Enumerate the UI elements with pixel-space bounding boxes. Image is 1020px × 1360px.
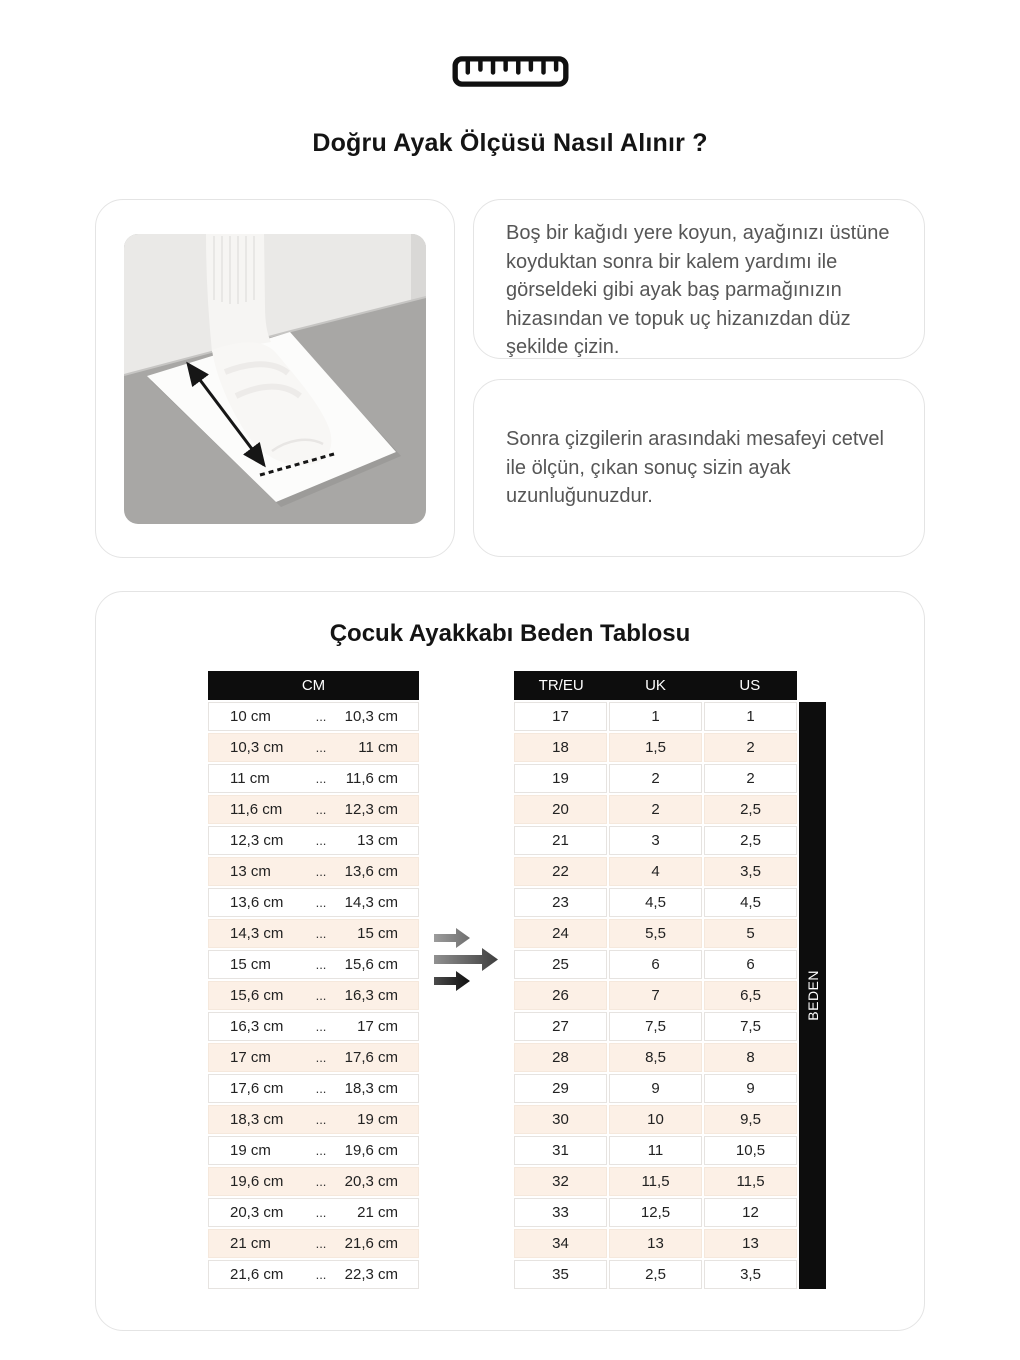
- uk-size-cell: 7,5: [609, 1012, 702, 1041]
- tr-eu-size-cell: 30: [514, 1105, 607, 1134]
- cm-from-value: 12,3 cm: [230, 832, 284, 849]
- tr-eu-size-cell: 25: [514, 950, 607, 979]
- cm-from-value: 17,6 cm: [230, 1080, 284, 1097]
- us-size-cell: 2: [704, 733, 797, 762]
- tr-eu-size-cell: 33: [514, 1198, 607, 1227]
- uk-size-cell: 6: [609, 950, 702, 979]
- uk-size-cell: 8,5: [609, 1043, 702, 1072]
- cm-table-header: [208, 671, 419, 700]
- tr-eu-size-cell: 23: [514, 888, 607, 917]
- uk-size-cell: 9: [609, 1074, 702, 1103]
- col-header-tr-eu: TR/EU: [538, 677, 584, 694]
- cm-from-value: 11,6 cm: [230, 801, 283, 818]
- foot-on-paper-photo: [124, 234, 426, 524]
- size-conversion-area: [514, 671, 826, 1289]
- cm-to-value: 14,3 cm: [344, 894, 398, 911]
- uk-size-cell: 7: [609, 981, 702, 1010]
- uk-size-cell: 11,5: [609, 1167, 702, 1196]
- us-size-cell: 7,5: [704, 1012, 797, 1041]
- range-separator: ...: [315, 895, 327, 910]
- range-separator: ...: [315, 1205, 327, 1220]
- cm-to-value: 11 cm: [358, 739, 398, 756]
- cm-from-value: 10,3 cm: [230, 739, 284, 756]
- size-conversion-table: [514, 671, 797, 1289]
- cm-range-row: [208, 795, 419, 824]
- instructions-section: [95, 199, 925, 558]
- cm-to-value: 18,3 cm: [344, 1080, 398, 1097]
- uk-size-cell: 10: [609, 1105, 702, 1134]
- cm-to-value: 16,3 cm: [344, 987, 398, 1004]
- cm-from-value: 17 cm: [230, 1049, 271, 1066]
- instruction-card-1: [473, 199, 925, 359]
- tr-eu-size-cell: 24: [514, 919, 607, 948]
- range-separator: ...: [315, 957, 327, 972]
- cm-from-value: 10 cm: [230, 708, 271, 725]
- uk-size-cell: 2: [609, 795, 702, 824]
- range-separator: ...: [315, 1174, 327, 1189]
- cm-range-row: [208, 919, 419, 948]
- cm-range-row: [208, 1229, 419, 1258]
- us-size-cell: 6,5: [704, 981, 797, 1010]
- cm-to-value: 10,3 cm: [344, 708, 398, 725]
- uk-size-cell: 1,5: [609, 733, 702, 762]
- us-size-cell: 9: [704, 1074, 797, 1103]
- us-size-cell: 2,5: [704, 795, 797, 824]
- range-separator: ...: [315, 1267, 327, 1282]
- tr-eu-size-cell: 17: [514, 702, 607, 731]
- cm-range-row: [208, 1012, 419, 1041]
- cm-range-row: [208, 1136, 419, 1165]
- us-size-cell: 10,5: [704, 1136, 797, 1165]
- cm-from-value: 20,3 cm: [230, 1204, 284, 1221]
- cm-range-row: [208, 733, 419, 762]
- size-tables: [96, 671, 924, 1289]
- uk-size-cell: 1: [609, 702, 702, 731]
- tr-eu-size-cell: 19: [514, 764, 607, 793]
- instruction-steps: [473, 199, 925, 558]
- uk-size-cell: 4: [609, 857, 702, 886]
- range-separator: ...: [315, 1236, 327, 1251]
- cm-range-row: [208, 1167, 419, 1196]
- beden-label: BEDEN: [804, 970, 821, 1021]
- us-size-cell: 11,5: [704, 1167, 797, 1196]
- cm-from-value: 13,6 cm: [230, 894, 284, 911]
- col-header-uk: UK: [645, 677, 666, 694]
- tr-eu-size-cell: 31: [514, 1136, 607, 1165]
- range-separator: ...: [315, 709, 327, 724]
- instruction-card-2: [473, 379, 925, 557]
- cm-to-value: 19 cm: [357, 1111, 398, 1128]
- uk-size-cell: 2,5: [609, 1260, 702, 1289]
- cm-from-value: 21 cm: [230, 1235, 271, 1252]
- uk-size-cell: 2: [609, 764, 702, 793]
- uk-size-cell: 4,5: [609, 888, 702, 917]
- cm-range-row: [208, 702, 419, 731]
- cm-from-value: 11 cm: [230, 770, 270, 787]
- us-size-cell: 8: [704, 1043, 797, 1072]
- cm-from-value: 18,3 cm: [230, 1111, 284, 1128]
- cm-from-value: 16,3 cm: [230, 1018, 284, 1035]
- cm-range-row: [208, 1074, 419, 1103]
- uk-size-cell: 5,5: [609, 919, 702, 948]
- cm-range-row: [208, 950, 419, 979]
- cm-to-value: 15 cm: [357, 925, 398, 942]
- page-title: Doğru Ayak Ölçüsü Nasıl Alınır ?: [312, 129, 708, 157]
- cm-range-row: [208, 764, 419, 793]
- cm-range-row: [208, 1198, 419, 1227]
- range-separator: ...: [315, 926, 327, 941]
- cm-to-value: 20,3 cm: [344, 1173, 398, 1190]
- cm-to-value: 13 cm: [357, 832, 398, 849]
- us-size-cell: 1: [704, 702, 797, 731]
- range-separator: ...: [315, 1019, 327, 1034]
- tr-eu-size-cell: 34: [514, 1229, 607, 1258]
- cm-to-value: 13,6 cm: [344, 863, 398, 880]
- tr-eu-size-cell: 20: [514, 795, 607, 824]
- cm-range-row: [208, 857, 419, 886]
- us-size-cell: 3,5: [704, 857, 797, 886]
- range-separator: ...: [315, 1112, 327, 1127]
- cm-range-row: [208, 1105, 419, 1134]
- cm-range-row: [208, 1260, 419, 1289]
- us-size-cell: 2,5: [704, 826, 797, 855]
- cm-range-row: [208, 981, 419, 1010]
- cm-to-value: 17 cm: [357, 1018, 398, 1035]
- cm-range-table: [208, 671, 419, 1289]
- beden-side-bar: [799, 702, 826, 1289]
- tr-eu-size-cell: 26: [514, 981, 607, 1010]
- photo-wall-corner: [411, 234, 426, 301]
- size-table-title: Çocuk Ayakkabı Beden Tablosu: [329, 620, 691, 647]
- tr-eu-size-cell: 32: [514, 1167, 607, 1196]
- cm-range-row: [208, 1043, 419, 1072]
- range-separator: ...: [315, 740, 327, 755]
- foot-photo-card: [95, 199, 455, 558]
- mapping-arrows-icon: [419, 924, 514, 992]
- size-table-card: [95, 591, 925, 1331]
- cm-to-value: 21,6 cm: [344, 1235, 398, 1252]
- cm-from-value: 15,6 cm: [230, 987, 284, 1004]
- cm-to-value: 17,6 cm: [344, 1049, 398, 1066]
- us-size-cell: 6: [704, 950, 797, 979]
- col-header-us: US: [739, 677, 761, 694]
- cm-from-value: 19,6 cm: [230, 1173, 284, 1190]
- cm-header-label: CM: [301, 677, 326, 694]
- us-size-cell: 3,5: [704, 1260, 797, 1289]
- tr-eu-size-cell: 27: [514, 1012, 607, 1041]
- us-size-cell: 4,5: [704, 888, 797, 917]
- range-separator: ...: [315, 988, 327, 1003]
- us-size-cell: 13: [704, 1229, 797, 1258]
- tr-eu-size-cell: 18: [514, 733, 607, 762]
- cm-from-value: 21,6 cm: [230, 1266, 284, 1283]
- cm-to-value: 21 cm: [357, 1204, 398, 1221]
- uk-size-cell: 3: [609, 826, 702, 855]
- uk-size-cell: 12,5: [609, 1198, 702, 1227]
- us-size-cell: 9,5: [704, 1105, 797, 1134]
- ruler-icon: [0, 0, 1020, 93]
- cm-range-row: [208, 888, 419, 917]
- tr-eu-size-cell: 28: [514, 1043, 607, 1072]
- tr-eu-size-cell: 22: [514, 857, 607, 886]
- range-separator: ...: [315, 771, 327, 786]
- range-separator: ...: [315, 833, 327, 848]
- uk-size-cell: 11: [609, 1136, 702, 1165]
- cm-range-row: [208, 826, 419, 855]
- range-separator: ...: [315, 1143, 327, 1158]
- cm-to-value: 11,6 cm: [345, 770, 398, 787]
- uk-size-cell: 13: [609, 1229, 702, 1258]
- range-separator: ...: [315, 864, 327, 879]
- us-size-cell: 2: [704, 764, 797, 793]
- cm-to-value: 15,6 cm: [344, 956, 398, 973]
- tr-eu-size-cell: 29: [514, 1074, 607, 1103]
- cm-table-rows: [208, 702, 419, 1289]
- us-size-cell: 5: [704, 919, 797, 948]
- cm-to-value: 22,3 cm: [344, 1266, 398, 1283]
- cm-from-value: 15 cm: [230, 956, 271, 973]
- cm-from-value: 14,3 cm: [230, 925, 284, 942]
- cm-to-value: 12,3 cm: [344, 801, 398, 818]
- instruction-text-2: Sonra çizgilerin arasındaki mesafeyi cetvel ile ölçün, çıkan sonuç sizin ayak uzunluğunuzdur.: [506, 428, 884, 508]
- instruction-text-1: Boş bir kağıdı yere koyun, ayağınızı üstüne koyduktan sonra bir kalem yardımı ile görseldeki gibi ayak baş parmağınızın hizasından ve topuk uç hizanızdan düz şekilde çizin.: [506, 222, 890, 358]
- cm-from-value: 13 cm: [230, 863, 271, 880]
- size-table-rows: [514, 702, 797, 1289]
- size-table-header: [514, 671, 797, 700]
- cm-to-value: 19,6 cm: [344, 1142, 398, 1159]
- us-size-cell: 12: [704, 1198, 797, 1227]
- range-separator: ...: [315, 1050, 327, 1065]
- range-separator: ...: [315, 1081, 327, 1096]
- range-separator: ...: [315, 802, 327, 817]
- tr-eu-size-cell: 35: [514, 1260, 607, 1289]
- cm-from-value: 19 cm: [230, 1142, 271, 1159]
- tr-eu-size-cell: 21: [514, 826, 607, 855]
